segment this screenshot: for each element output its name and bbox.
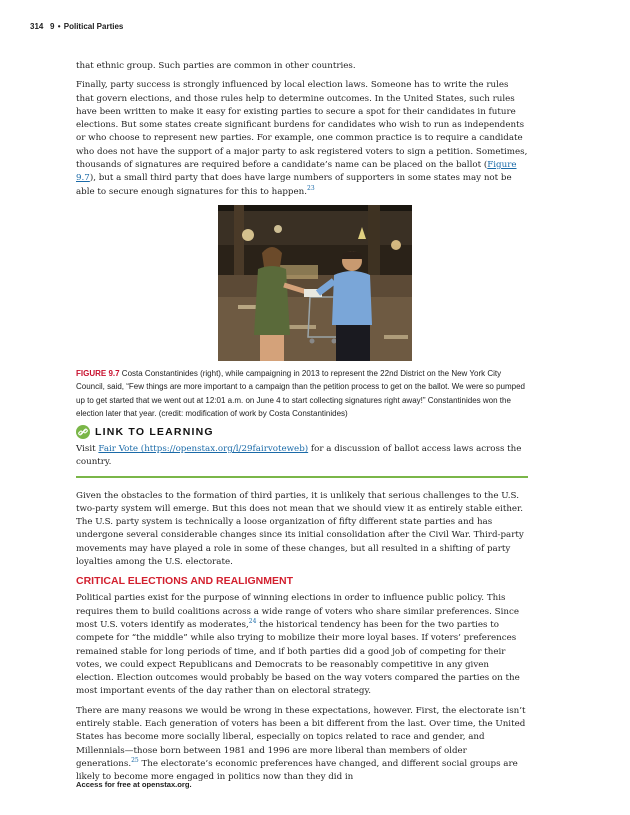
paragraph-2 <box>76 79 528 199</box>
footnote-23-link[interactable]: 23 <box>307 184 315 192</box>
page-content <box>76 60 528 791</box>
link-to-learning-header <box>76 425 528 439</box>
fair-vote-link[interactable]: Fair Vote (https://openstax.org/l/29fairvoteweb) <box>98 443 309 454</box>
paragraph-2-text-a: Finally, party success is strongly influenced by local election laws. Someone has to write the rules that govern elections, and those rules help to determine outcomes. In the United States, such rules have been written to make it easy for existing parties to secure a spot for their candidates in future elections. But some states create significant burdens for candidates who wish to run as independents or who choose to represent new parties. For example, one common practice is to require a candidate who does not have the support of a major party to ask registered voters to sign a petition. Sometimes, thousands of signatures are required before a candidate’s name can be placed on the ballot ( <box>76 80 528 171</box>
paragraph-1: that ethnic group. Such parties are common in other countries. <box>76 61 356 71</box>
paragraph-4-text-a: Political parties exist for the purpose of winning elections in order to influence public policy. This requires them to build coalitions across a wide range of voters who share similar preferences. Since most U.S. voters identify as moderates, <box>76 593 519 630</box>
link-to-learning-box <box>76 425 528 478</box>
link-to-learning-text <box>76 443 528 470</box>
link-to-learning-visit: Visit <box>76 443 99 454</box>
figure-9-7-link[interactable]: Figure 9.7 <box>76 160 517 184</box>
chapter-title: Political Parties <box>63 22 124 31</box>
link-chain-icon <box>76 425 90 439</box>
campaign-photo <box>218 205 412 361</box>
paragraph-4 <box>76 592 528 698</box>
paragraph-5 <box>76 705 528 785</box>
header-separator: • <box>57 22 61 31</box>
paragraph-5-text-a: There are many reasons we would be wrong in these expectations, however. First, the electorate isn’t entirely stable. Each generation of voters has been a bit different from the last. Over time, the United States has become more socially liberal, especially on topics related to race and gender, and Millennials—those born between 1981 and 1996 are more liberal than members of older generations. <box>76 705 526 769</box>
link-to-learning-title: LINK TO LEARNING <box>95 425 214 438</box>
paragraph-3: Given the obstacles to the formation of third parties, it is unlikely that serious challenges to the U.S. two-party system will emerge. But this does not mean that we should view it as entirely stable either. The U.S. party system is technically a loose organization of fifty different state parties and has undergone several considerable changes since its initial consolidation after the Civil War. Third-party movements may have played a role in some of these changes, but all resulted in a shifting of party loyalties among the U.S. electorate. <box>76 490 524 568</box>
footnote-25-link[interactable]: 25 <box>131 757 139 765</box>
paragraph-5-text-b: The electorate’s economic preferences have changed, and different social groups are likely to become more engaged in politics now than they did in <box>76 758 518 783</box>
page-footer: Access for free at openstax.org. <box>76 780 192 789</box>
section-heading: CRITICAL ELECTIONS AND REALIGNMENT <box>76 575 293 588</box>
page-header <box>30 22 123 31</box>
page-number: 314 <box>30 22 44 31</box>
link-to-learning-divider <box>76 476 528 478</box>
chapter-number: 9 <box>50 22 55 31</box>
figure-label: FIGURE 9.7 <box>76 368 120 378</box>
footnote-24-link[interactable]: 24 <box>248 618 257 626</box>
figure-caption-text: Costa Constantinides (right), while campaigning in 2013 to represent the 22nd District on the New York City Council, said, “Few things are more important to a campaign than the petition process to get on the ballot. We were so pumped up to get started that we went out at 12:01 a.m. on June 4 to start collecting signatures right away!” Constantinides won the election later that year. (credit: modification of work by Costa Constantinides) <box>76 368 525 419</box>
figure-caption <box>76 367 528 421</box>
paragraph-4-text-b: the historical tendency has been for the two parties to compete for “the middle” while also trying to mobilize their more loyal bases. If voters’ preferences remained stable for long periods of time, and if both parties did a good job of competing for their votes, we could expect Republicans and Democrats to be reasonably competitive in any given election. Election outcomes would probably be based on the way voters compared the parties on the most important events of the day rather than on electoral strategy. <box>76 619 520 697</box>
paragraph-2-text-b: ), but a small third party that does have large numbers of supporters in some states may not be able to secure enough signatures for this to happen. <box>76 173 512 197</box>
link-to-learning-rest: for a discussion of ballot access laws across the country. <box>76 443 522 468</box>
